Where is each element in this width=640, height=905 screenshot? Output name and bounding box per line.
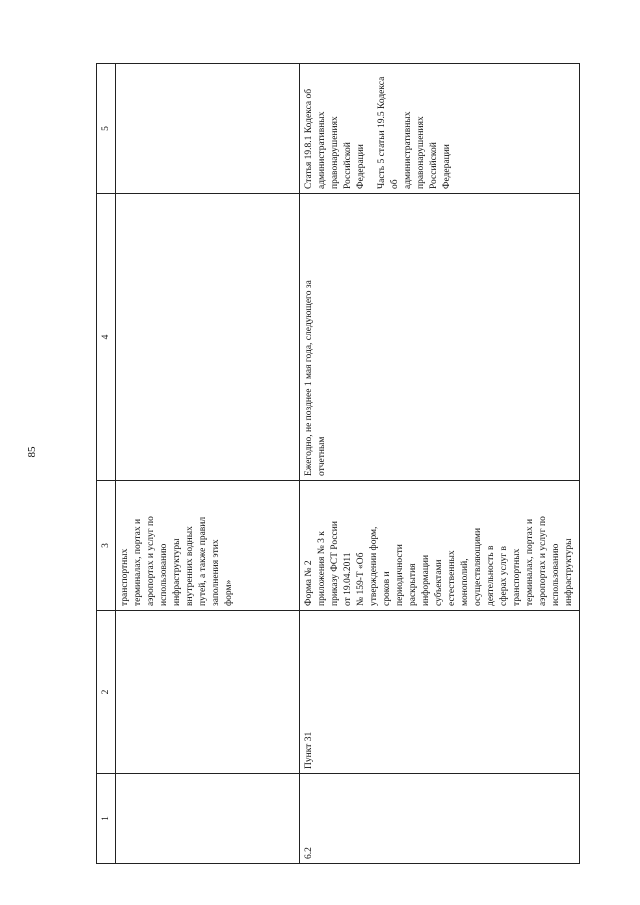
cell-point: Пункт 31: [300, 611, 580, 774]
cell-liability: [300, 64, 580, 194]
table-row: [300, 64, 580, 864]
header-col-4: 4: [97, 194, 116, 481]
cell-row-number: 6.2: [300, 774, 580, 864]
cell-deadline: Ежегодно, не позднее 1 мая года, следующего за отчетным: [300, 194, 580, 481]
table-header-row: [97, 64, 116, 864]
liability-item-2: Часть 5 статьи 19.5 Кодекса об административных правонарушениях Российской Федерации: [377, 76, 452, 189]
cell-empty: [116, 194, 300, 481]
cell-document-continued: транспортных терминалах, портах и аэропортах и услуг по использованию инфраструктуры внутренних водных путей, а также правил заполнения этих форм»: [116, 481, 300, 611]
page-number: 85: [26, 446, 38, 458]
header-col-1: 1: [97, 774, 116, 864]
cell-empty: [116, 774, 300, 864]
requirements-table: [96, 63, 580, 864]
table-row-continued: [116, 64, 300, 864]
liability-item-1: Статья 19.8.1 Кодекса об административных правонарушениях Российской Федерации: [304, 88, 366, 189]
rotated-table-frame: [96, 64, 580, 864]
cell-empty: [116, 64, 300, 194]
header-col-2: 2: [97, 611, 116, 774]
cell-empty: [116, 611, 300, 774]
header-col-5: 5: [97, 64, 116, 194]
cell-document: Форма № 2 приложения № 3 к приказу ФСТ России от 19.04.2011 № 159-Т «Об утверждении форм, сроков и периодичности раскрытия информации субъектами естественных монополий, осуществляющими деятельность в сферах услуг в транспортных терминалах, портах и аэропортах и услуг по использованию инфраструктуры: [300, 481, 580, 611]
header-col-3: 3: [97, 481, 116, 611]
